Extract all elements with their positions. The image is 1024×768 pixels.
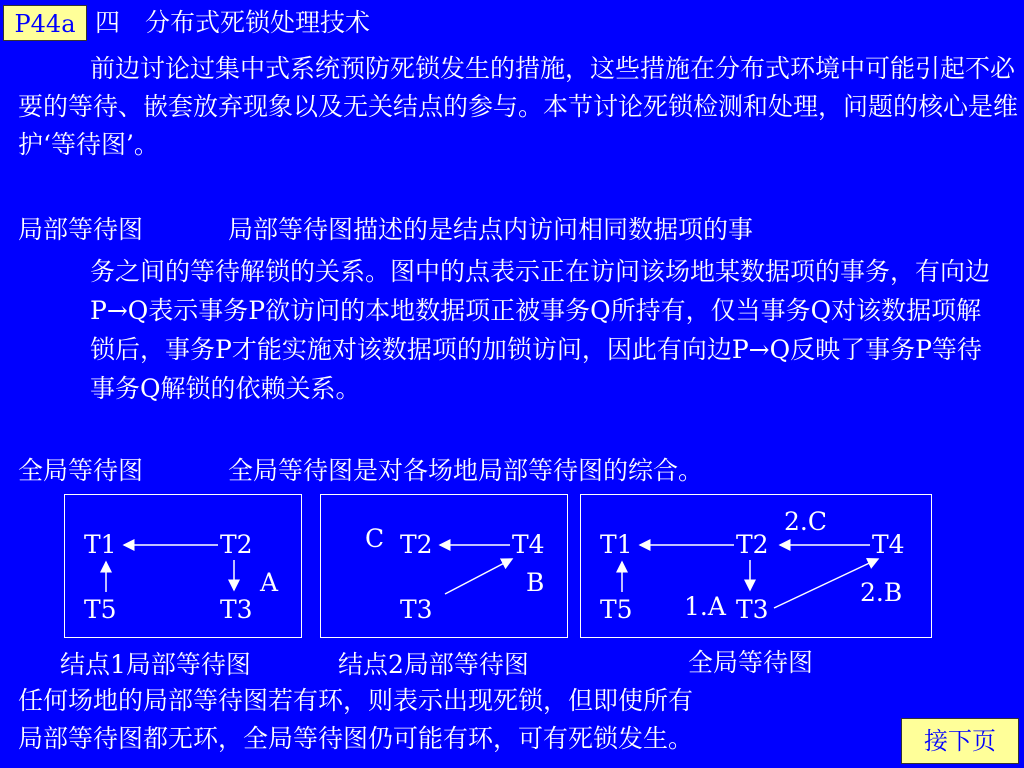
edge-t3-t4 <box>445 559 512 594</box>
local-wait-graph-desc: 务之间的等待解锁的关系。图中的点表示正在访问该场地某数据项的事务，有向边P→Q表示事务P欲访问的本地数据项正被事务Q所持有，仅当事务Q对该数据项解锁后，事务P才能实施对该数据项的加锁访问，因此有向边P→Q反映了事务P等待事务Q解锁的依赖关系。 <box>90 257 991 403</box>
section-heading: 四 分布式死锁处理技术 <box>95 8 371 37</box>
g-node-t2: T2 <box>736 530 769 559</box>
g-label-c: 2.C <box>784 507 827 536</box>
next-page-button[interactable]: 接下页 <box>901 718 1019 764</box>
g-node-t5: T5 <box>600 595 633 624</box>
d2-label-c: C <box>365 524 385 553</box>
d2-node-t2: T2 <box>400 530 433 559</box>
global-caption: 全局等待图 <box>688 648 814 677</box>
conclusion-line-1: 任何场地的局部等待图若有环，则表示出现死锁，但即使所有 <box>18 686 694 715</box>
global-wait-graph-desc: 全局等待图是对各场地局部等待图的综合。 <box>228 456 704 485</box>
conclusion-line-2: 局部等待图都无环，全局等待图仍可能有环，可有死锁发生。 <box>18 724 694 753</box>
d1-node-t3: T3 <box>220 595 253 624</box>
g-label-a: 1.A <box>684 592 726 621</box>
d1-node-t2: T2 <box>220 530 253 559</box>
d2-node-t3: T3 <box>400 595 433 624</box>
g-label-b: 2.B <box>860 578 903 607</box>
d1-node-t5: T5 <box>84 595 117 624</box>
intro-paragraph: 前边讨论过集中式系统预防死锁发生的措施，这些措施在分布式环境中可能引起不必要的等待、嵌套放弃现象以及无关结点的参与。本节讨论死锁检测和处理，问题的核心是维护‘等待图’。 <box>18 54 1019 159</box>
local-wait-graph-desc-first-line: 局部等待图描述的是结点内访问相同数据项的事 <box>228 215 754 244</box>
d1-node-t1: T1 <box>84 530 117 559</box>
d2-label-b: B <box>526 568 545 597</box>
global-wait-graph-term: 全局等待图 <box>18 456 144 485</box>
local-wait-graph-term: 局部等待图 <box>18 215 144 244</box>
node1-caption: 结点1局部等待图 <box>60 650 251 679</box>
d2-node-t4: T4 <box>512 530 545 559</box>
node2-caption: 结点2局部等待图 <box>338 650 529 679</box>
page-tag: P44a <box>3 5 87 41</box>
g-node-t1: T1 <box>600 530 633 559</box>
g-node-t4: T4 <box>872 530 905 559</box>
g-node-t3: T3 <box>736 595 769 624</box>
d1-label-a: A <box>260 568 279 597</box>
